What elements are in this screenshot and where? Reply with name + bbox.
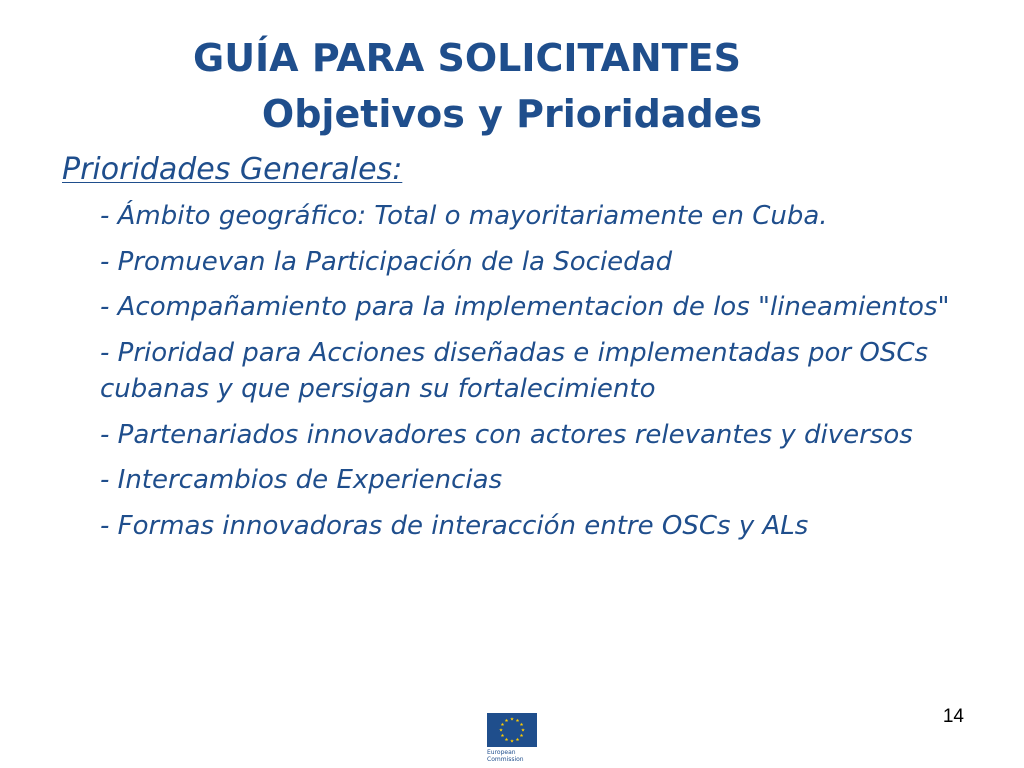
list-item: - Partenariados innovadores con actores relevantes y diversos bbox=[100, 419, 913, 450]
subheading: Prioridades Generales: bbox=[62, 152, 403, 187]
list-item: - Prioridad para Acciones diseñadas e implementadas por OSCs cubanas y que persigan su fortalecimiento bbox=[100, 337, 929, 404]
list-item: - Formas innovadoras de interacción entre OSCs y ALs bbox=[100, 510, 809, 541]
title-line-2: Objetivos y Prioridades bbox=[261, 92, 763, 136]
list-item: - Ámbito geográfico: Total o mayoritariamente en Cuba. bbox=[100, 201, 828, 231]
list-item: - Intercambios de Experiencias bbox=[100, 465, 503, 495]
logo-text-line-2: Commission bbox=[487, 756, 524, 763]
list-item: - Promuevan la Participación de la Sociedad bbox=[100, 246, 673, 277]
eu-flag-icon bbox=[487, 713, 537, 747]
priority-list bbox=[100, 198, 970, 553]
page-number: 14 bbox=[942, 706, 964, 727]
slide-title bbox=[0, 30, 1024, 142]
european-commission-logo bbox=[487, 713, 539, 763]
logo-text bbox=[487, 749, 539, 763]
logo-text-line-1: European bbox=[487, 749, 516, 756]
list-item: - Acompañamiento para la implementacion de los "lineamientos" bbox=[100, 292, 950, 322]
title-line-1: GUÍA PARA SOLICITANTES bbox=[193, 36, 741, 80]
